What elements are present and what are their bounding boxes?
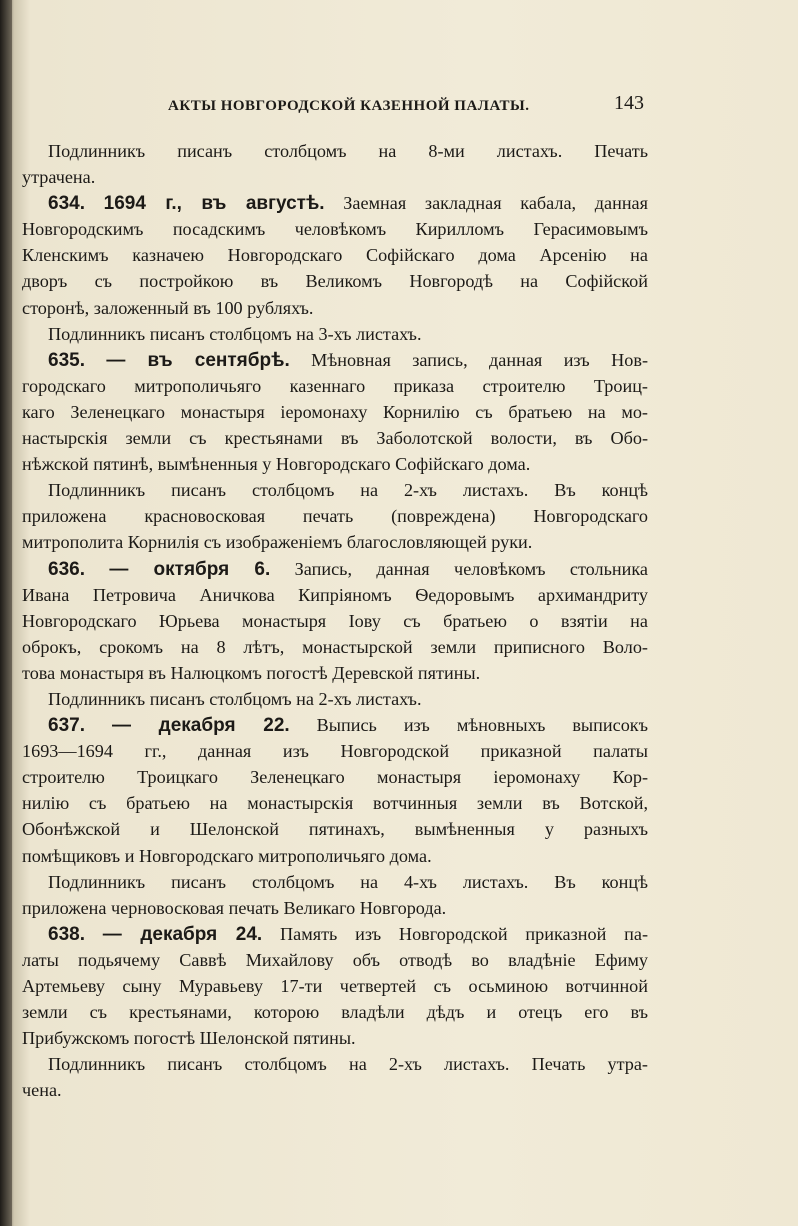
text-line: помѣщиковъ и Новгородскаго митрополичьяго дома. bbox=[22, 845, 432, 866]
text-line: Обонѣжской и Шелонской пятинахъ, вымѣненныя у разныхъ bbox=[22, 819, 648, 840]
text-line: Подлинникъ писанъ столбцомъ на 3-хъ листахъ. bbox=[48, 323, 422, 344]
entry-number: 638. bbox=[48, 923, 85, 945]
entry-number: 636. bbox=[48, 558, 85, 580]
entry-date: — октября 6. bbox=[109, 558, 271, 580]
text-line: строителю Троицкаго Зеленецкаго монастыря іеромонаху Кор- bbox=[22, 767, 648, 788]
page-number: 143 bbox=[614, 92, 644, 114]
entry-date: 1694 г., въ августѣ. bbox=[103, 193, 325, 215]
text-line: Новгородскаго Юрьева монастыря Іову съ братьею о взятіи на bbox=[22, 610, 648, 631]
entry-heading-line: 636. — октября 6. Запись, данная человѣкомъ стольника bbox=[48, 558, 649, 580]
entry-date: — декабря 22. bbox=[111, 715, 290, 737]
entry-heading-line: 637. — декабря 22. Выпись изъ мѣновныхъ выписокъ bbox=[48, 715, 649, 737]
text-line: городскаго митрополичьяго казеннаго приказа строителю Троиц- bbox=[22, 375, 648, 396]
entry-number: 634. bbox=[48, 193, 85, 215]
text-line: латы подьячему Саввѣ Михайлову объ отводѣ во владѣніе Ефиму bbox=[22, 949, 648, 970]
text-line: Ивана Петровича Аничкова Кипріяномъ Ѳедоровымъ архимандриту bbox=[22, 584, 648, 605]
text-line: Артемьеву сыну Муравьеву 17-ти четвертей съ осьминою вотчинной bbox=[22, 976, 648, 996]
text-line: това монастыря въ Налюцкомъ погостѣ Деревской пятины. bbox=[22, 662, 481, 683]
text-line: оброкъ, срокомъ на 8 лѣтъ, монастырской земли приписного Воло- bbox=[22, 636, 648, 657]
entry-date: — декабря 24. bbox=[102, 923, 263, 945]
text-line: сторонѣ, заложенный въ 100 рубляхъ. bbox=[22, 297, 314, 318]
text-line: нѣжской пятинѣ, вымѣненныя у Новгородскаго Софійскаго дома. bbox=[22, 454, 531, 475]
running-head: АКТЫ НОВГОРОДСКОЙ КАЗЕННОЙ ПАЛАТЫ. bbox=[168, 98, 530, 114]
text-line: приложена красновосковая печать (повреждена) Новгородскаго bbox=[22, 506, 648, 527]
text-line: настырскія земли съ крестьянами въ Заболотской волости, въ Обо- bbox=[22, 428, 648, 449]
text-line: Прибужскомъ погостѣ Шелонской пятины. bbox=[22, 1028, 356, 1049]
entry-heading-line: 634. 1694 г., въ августѣ. Заемная закладная кабала, данная bbox=[48, 193, 648, 215]
text-line: Подлинникъ писанъ столбцомъ на 8-ми листахъ. Печать bbox=[48, 141, 648, 161]
entry-number: 637. bbox=[48, 715, 85, 737]
book-spine-shadow bbox=[0, 0, 12, 1226]
text-line: Подлинникъ писанъ столбцомъ на 2-хъ листахъ. Въ концѣ bbox=[48, 480, 648, 501]
text-line: 1693—1694 гг., данная изъ Новгородской приказной палаты bbox=[22, 741, 648, 762]
text-line: Кленскимъ казначею Новгородскаго Софійскаго дома Арсенію на bbox=[22, 245, 648, 266]
text-line: Новгородскимъ посадскимъ человѣкомъ Кирилломъ Герасимовымъ bbox=[22, 219, 648, 240]
entry-number: 635. bbox=[48, 349, 85, 371]
text-line: приложена черновосковая печать Великаго Новгорода. bbox=[22, 897, 447, 918]
text-line: земли съ крестьянами, которою владѣли дѣдъ и отецъ его въ bbox=[22, 1002, 648, 1023]
page-body-text bbox=[22, 138, 648, 1103]
text-line: нилію съ братьею на монастырскія вотчинныя земли въ Вотской, bbox=[22, 793, 648, 814]
entry-date: — въ сентябрѣ. bbox=[106, 349, 290, 371]
text-line: Подлинникъ писанъ столбцомъ на 4-хъ листахъ. Въ концѣ bbox=[48, 871, 648, 892]
text-line: каго Зеленецкаго монастыря іеромонаху Корнилію съ братьею на мо- bbox=[22, 401, 648, 422]
text-line: дворъ съ постройкою въ Великомъ Новгородѣ на Софійской bbox=[22, 271, 648, 292]
text-line: Подлинникъ писанъ столбцомъ на 2-хъ листахъ. bbox=[48, 688, 422, 709]
text-line: чена. bbox=[22, 1080, 62, 1101]
page-header bbox=[168, 92, 648, 122]
text-line: митрополита Корнилія съ изображеніемъ благословляющей руки. bbox=[22, 532, 533, 553]
text-line: утрачена. bbox=[22, 167, 96, 188]
entry-heading-line: 635. — въ сентябрѣ. Мѣновная запись, данная изъ Нов- bbox=[48, 349, 648, 371]
text-line: Подлинникъ писанъ столбцомъ на 2-хъ листахъ. Печать утра- bbox=[48, 1054, 648, 1075]
entry-heading-line: 638. — декабря 24. Память изъ Новгородской приказной па- bbox=[48, 923, 648, 945]
